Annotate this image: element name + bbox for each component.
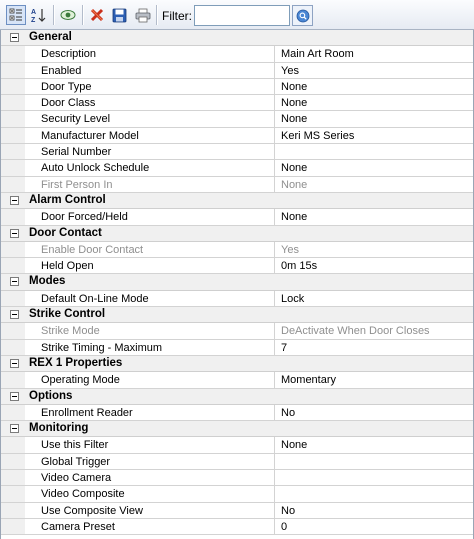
filter-input[interactable] <box>194 5 290 26</box>
row-margin <box>1 519 25 534</box>
property-row[interactable] <box>1 340 473 356</box>
row-margin <box>1 128 25 143</box>
collapse-minus-icon[interactable] <box>10 229 19 238</box>
category-alarm-control[interactable] <box>1 193 473 209</box>
property-value[interactable]: Momentary <box>281 374 337 387</box>
property-name: Serial Number <box>25 144 275 159</box>
property-name: Operating Mode <box>25 372 275 387</box>
property-name: Door Class <box>25 95 275 110</box>
property-name: Use Composite View <box>25 503 275 518</box>
category-label: Strike Control <box>29 308 106 321</box>
row-margin <box>1 242 25 257</box>
printer-icon <box>135 8 151 23</box>
row-margin <box>1 111 25 126</box>
property-row[interactable] <box>1 323 473 339</box>
property-row[interactable] <box>1 177 473 193</box>
filter-label: Filter: <box>162 9 192 23</box>
property-value[interactable]: None <box>281 113 308 126</box>
row-margin <box>1 340 25 355</box>
print-button[interactable] <box>133 5 153 25</box>
row-margin <box>1 144 25 159</box>
category-monitoring[interactable] <box>1 421 473 437</box>
categorized-icon <box>9 8 23 22</box>
row-margin <box>1 437 25 452</box>
property-value[interactable]: 0m 15s <box>281 260 318 273</box>
row-margin <box>1 470 25 485</box>
property-value: Yes <box>281 243 299 256</box>
property-row[interactable] <box>1 454 473 470</box>
category-options[interactable] <box>1 389 473 405</box>
category-label: Modes <box>29 275 66 288</box>
svg-text:Z: Z <box>31 17 36 23</box>
row-margin <box>1 209 25 224</box>
category-strike-control[interactable] <box>1 307 473 323</box>
category-label: Options <box>29 389 73 402</box>
property-value[interactable]: 7 <box>281 341 288 354</box>
collapse-minus-icon[interactable] <box>10 277 19 286</box>
row-margin <box>1 503 25 518</box>
property-row[interactable] <box>1 63 473 79</box>
property-name: Camera Preset <box>25 519 275 534</box>
property-row[interactable] <box>1 144 473 160</box>
row-margin <box>1 291 25 306</box>
property-row[interactable] <box>1 372 473 388</box>
category-label: Door Contact <box>29 226 102 239</box>
property-row[interactable] <box>1 79 473 95</box>
property-row[interactable] <box>1 486 473 502</box>
row-margin <box>1 46 25 61</box>
categorized-view-button[interactable] <box>6 5 26 25</box>
save-button[interactable] <box>109 5 129 25</box>
property-value[interactable]: No <box>281 406 296 419</box>
toolbar-separator <box>53 5 54 25</box>
collapse-minus-icon[interactable] <box>10 33 19 42</box>
property-value[interactable]: Lock <box>281 292 305 305</box>
property-grid-toolbar <box>0 0 474 30</box>
filter-go-button[interactable] <box>292 5 313 26</box>
property-name: Enrollment Reader <box>25 405 275 420</box>
property-name: Enable Door Contact <box>25 242 275 257</box>
property-value[interactable]: None <box>281 80 308 93</box>
property-value[interactable]: No <box>281 504 296 517</box>
property-row[interactable] <box>1 503 473 519</box>
property-row[interactable] <box>1 291 473 307</box>
property-grid <box>0 30 474 539</box>
property-name: Global Trigger <box>25 454 275 469</box>
property-value: None <box>281 178 308 191</box>
row-margin <box>1 372 25 387</box>
collapse-minus-icon[interactable] <box>10 359 19 368</box>
property-value[interactable] <box>276 486 473 501</box>
category-label: REX 1 Properties <box>29 356 123 369</box>
property-name: Manufacturer Model <box>25 128 275 143</box>
eye-icon <box>60 9 76 21</box>
property-value[interactable]: None <box>281 162 308 175</box>
property-row[interactable] <box>1 160 473 176</box>
property-name: Use this Filter <box>25 437 275 452</box>
property-value[interactable]: None <box>281 439 308 452</box>
row-margin <box>1 486 25 501</box>
property-name: Video Camera <box>25 470 275 485</box>
category-general[interactable] <box>1 30 473 46</box>
row-margin <box>1 177 25 192</box>
collapse-minus-icon[interactable] <box>10 424 19 433</box>
view-button[interactable] <box>58 5 78 25</box>
property-value[interactable]: None <box>281 97 308 110</box>
property-value[interactable]: Main Art Room <box>281 48 354 61</box>
property-row[interactable] <box>1 242 473 258</box>
property-value[interactable] <box>276 454 473 469</box>
row-margin <box>1 405 25 420</box>
category-label: Alarm Control <box>29 193 106 206</box>
row-margin <box>1 79 25 94</box>
property-row[interactable] <box>1 209 473 225</box>
property-name: Held Open <box>25 258 275 273</box>
category-label: Monitoring <box>29 422 89 435</box>
property-row[interactable] <box>1 46 473 62</box>
property-name: Strike Mode <box>25 323 275 338</box>
property-name: Default On-Line Mode <box>25 291 275 306</box>
property-name: Auto Unlock Schedule <box>25 160 275 175</box>
property-row[interactable] <box>1 95 473 111</box>
property-name: Door Type <box>25 79 275 94</box>
row-margin <box>1 258 25 273</box>
category-door-contact[interactable] <box>1 226 473 242</box>
property-name: Security Level <box>25 111 275 126</box>
toolbar-separator <box>82 5 83 25</box>
row-margin <box>1 454 25 469</box>
category-modes[interactable] <box>1 274 473 290</box>
svg-text:A: A <box>31 9 37 16</box>
category-label: General <box>29 31 72 43</box>
delete-x-icon <box>89 8 105 22</box>
property-row[interactable] <box>1 128 473 144</box>
property-value[interactable]: Keri MS Series <box>281 129 355 142</box>
property-name: Video Composite <box>25 486 275 501</box>
alphabetical-az-icon <box>31 7 47 23</box>
property-row[interactable] <box>1 437 473 453</box>
property-name: First Person In <box>25 177 275 192</box>
property-value[interactable]: 0 <box>281 520 288 533</box>
property-row[interactable] <box>1 258 473 274</box>
property-row[interactable] <box>1 111 473 127</box>
collapse-minus-icon[interactable] <box>10 196 19 205</box>
property-name: Strike Timing - Maximum <box>25 340 275 355</box>
row-margin <box>1 160 25 175</box>
property-name: Description <box>25 46 275 61</box>
property-value: DeActivate When Door Closes <box>281 325 430 338</box>
property-row[interactable] <box>1 470 473 486</box>
row-margin <box>1 63 25 78</box>
collapse-minus-icon[interactable] <box>10 310 19 319</box>
toolbar-separator <box>156 5 157 25</box>
alphabetical-view-button[interactable] <box>29 5 49 25</box>
collapse-minus-icon[interactable] <box>10 392 19 401</box>
property-value[interactable]: Yes <box>281 64 299 77</box>
row-margin <box>1 323 25 338</box>
property-value[interactable] <box>276 470 473 485</box>
property-row[interactable] <box>1 405 473 421</box>
save-disk-icon <box>112 8 127 23</box>
property-row[interactable] <box>1 519 473 535</box>
property-value[interactable]: None <box>281 211 308 224</box>
property-value[interactable] <box>276 144 473 159</box>
search-go-icon <box>296 9 310 23</box>
row-margin <box>1 95 25 110</box>
property-name: Enabled <box>25 63 275 78</box>
category-rex-1-properties[interactable] <box>1 356 473 372</box>
delete-button[interactable] <box>87 5 107 25</box>
property-name: Door Forced/Held <box>25 209 275 224</box>
